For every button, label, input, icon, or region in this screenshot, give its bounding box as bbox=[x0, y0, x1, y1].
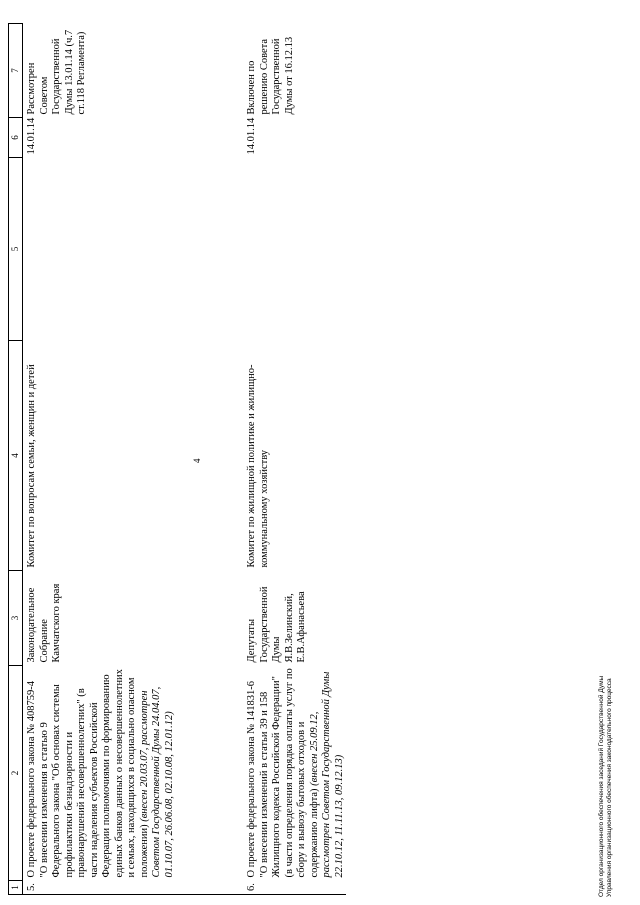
footer bbox=[598, 676, 614, 897]
column-number-4: 4 bbox=[9, 341, 23, 571]
column-number-5: 5 bbox=[9, 158, 23, 341]
table-row bbox=[23, 24, 245, 895]
row-number: 5. bbox=[23, 881, 245, 895]
column-5-cell bbox=[244, 158, 346, 341]
footer-line-2: Управления организационного обеспечения законодательного процесса bbox=[606, 678, 613, 897]
bill-note: (внесен 25.09.12, рассмотрен Советом Государственной Думы 22.10.12, 11.11.13, 09.12.13) bbox=[308, 671, 345, 878]
review-status: Включен по решению Совета Государственной Думы от 16.12.13 bbox=[246, 36, 295, 115]
column-number-6: 6 bbox=[9, 118, 23, 158]
column-number-2: 2 bbox=[9, 666, 23, 881]
column-number-7: 7 bbox=[9, 24, 23, 118]
responsible-committee: Комитет по вопросам семьи, женщин и детей bbox=[26, 364, 37, 568]
column-number-3: 3 bbox=[9, 571, 23, 666]
bill-note: (внесен 20.03.07, рассмотрен Советом Государственной Думы 24.04.07, 01.10.07, 26.06.08, 02.10.08, 12.01.12) bbox=[138, 686, 175, 878]
bill-description bbox=[244, 666, 346, 881]
column-5-cell bbox=[23, 158, 245, 341]
footer-line-1: Отдел организационного обеспечения заседаний Государственной Думы bbox=[598, 675, 605, 897]
review-status: Рассмотрен Советом Государственной Думы 13.01.14 (ч.7 ст.118 Регламента) bbox=[26, 29, 87, 115]
agenda-table bbox=[8, 23, 346, 895]
bill-author: Депутаты Государственной Думы Я.В.Зелинский, Е.В.Афанасьева bbox=[246, 586, 307, 663]
responsible-committee: Комитет по жилищной политике и жилищно-коммунальному хозяйству bbox=[246, 364, 270, 568]
bill-title: О проекте федерального закона № 141831-6 bbox=[246, 680, 257, 878]
bill-body: "О внесении изменения в статью 9 Федерального закона "Об основах системы профилактики безнадзорности и правонарушений несовершеннолетних" (в части наделения субъектов Российской Федерации полномочиями по формированию единых банков данных о несовершеннолетних и семьях, находящихся в социально опасном положении) bbox=[38, 669, 150, 878]
bill-description bbox=[23, 666, 245, 881]
bill-body: "О внесении изменений в статьи 39 и 158 Жилищного кодекса Российской Федерации" (в части определения порядка оплаты услуг по сбору и вывозу бытовых отходов и содержанию лифта) bbox=[258, 668, 320, 878]
bill-author: Законодательное Собрание Камчатского края bbox=[26, 583, 62, 663]
column-number-1: 1 bbox=[9, 881, 23, 895]
table-row bbox=[244, 24, 346, 895]
review-date: 14.01.14 bbox=[246, 117, 257, 155]
page-number: 4 bbox=[192, 458, 202, 463]
review-date: 14.01.14 bbox=[26, 117, 37, 155]
bill-title: О проекте федерального закона № 408759-4 bbox=[26, 680, 37, 878]
row-number: 6. bbox=[244, 881, 346, 895]
column-number-row bbox=[9, 24, 23, 895]
